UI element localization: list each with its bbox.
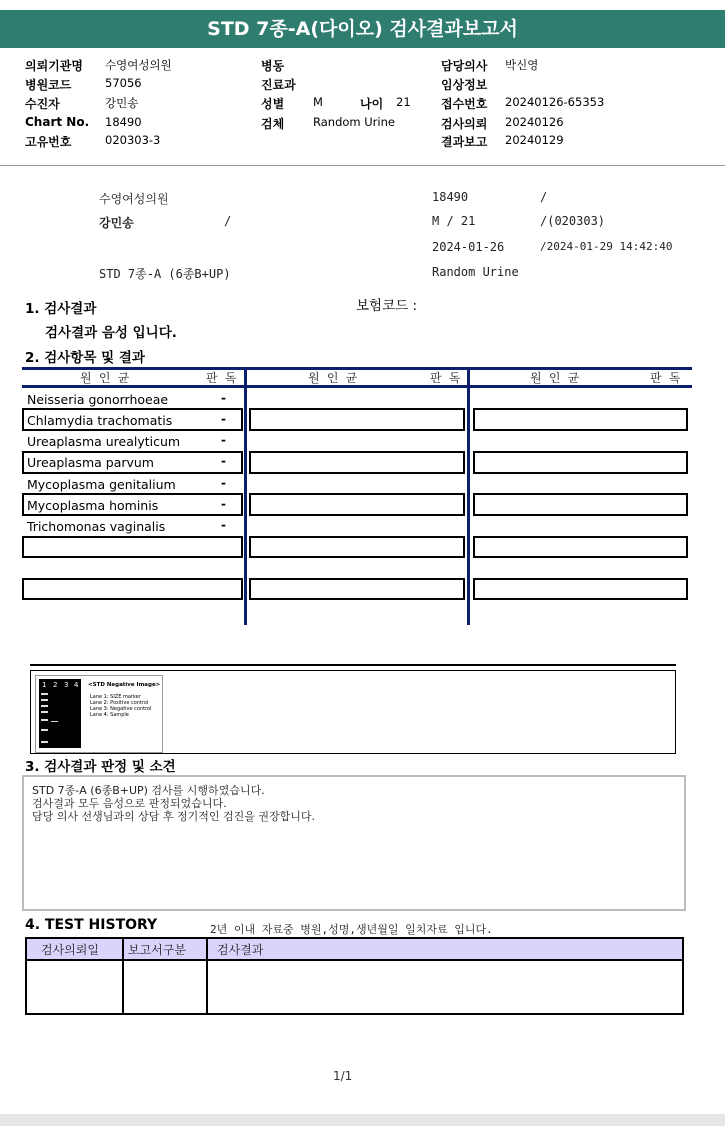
unique-no-value: 020303-3 xyxy=(105,133,161,147)
organism-name: Trichomonas vaginalis xyxy=(27,519,166,534)
request-label: 검사의뢰 xyxy=(441,117,488,131)
organism-name: Mycoplasma hominis xyxy=(27,498,159,513)
marker-band xyxy=(41,719,48,721)
empty-row-box xyxy=(473,451,688,474)
lane-number: 3 xyxy=(64,681,69,689)
patient-value: 강민송 xyxy=(105,96,139,110)
specimen-label: 검체 xyxy=(261,117,285,131)
history-col-divider xyxy=(206,939,208,1013)
empty-row-box xyxy=(473,493,688,516)
section1-title: 1. 검사결과 xyxy=(25,301,97,317)
organism-name: Ureaplasma parvum xyxy=(27,455,154,470)
summary-report-datetime: /2024-01-29 14:42:40 xyxy=(540,240,673,253)
col-organism-2: 원 인 균 xyxy=(308,371,358,385)
report-label: 결과보고 xyxy=(441,135,488,149)
summary-sex-age: M / 21 xyxy=(432,214,476,228)
empty-row-box xyxy=(249,408,465,431)
organism-result: - xyxy=(221,518,226,532)
marker-band xyxy=(41,711,48,713)
institution-value: 수영여성의원 xyxy=(105,58,172,72)
history-col-result: 검사결과 xyxy=(217,943,264,957)
section3-title: 3. 검사결과 판정 및 소견 xyxy=(25,759,176,775)
header-divider xyxy=(0,165,725,166)
gel-title: <STD Negative Image> xyxy=(88,682,161,688)
ward-label: 병동 xyxy=(261,59,285,73)
marker-band xyxy=(41,693,48,695)
summary-specimen: Random Urine xyxy=(432,265,519,279)
column-divider-1 xyxy=(244,367,247,625)
empty-row-box xyxy=(249,493,465,516)
marker-band xyxy=(41,729,48,731)
empty-row-box xyxy=(473,408,688,431)
report-value: 20240129 xyxy=(505,133,564,147)
request-value: 20240126 xyxy=(505,115,564,129)
organism-name: Chlamydia trachomatis xyxy=(27,413,173,428)
chart-value: 18490 xyxy=(105,115,142,129)
hospital-code-label: 병원코드 xyxy=(25,78,72,92)
receipt-value: 20240126-65353 xyxy=(505,95,605,109)
organism-result: - xyxy=(221,412,226,426)
chart-label: Chart No. xyxy=(25,115,90,129)
opinion-line: 검사결과 모두 음성으로 판정되었습니다. xyxy=(32,797,227,810)
summary-receipt-date: 2024-01-26 xyxy=(432,240,505,254)
history-table xyxy=(25,937,684,1015)
organism-result: - xyxy=(221,476,226,490)
empty-row-box xyxy=(249,536,465,558)
marker-band xyxy=(41,699,48,701)
gel-image-thumbnail xyxy=(35,675,163,753)
patient-label: 수진자 xyxy=(25,97,60,111)
empty-row-box xyxy=(22,536,243,558)
history-col-divider xyxy=(122,939,124,1013)
organism-name: Ureaplasma urealyticum xyxy=(27,434,181,449)
summary-clinic: 수영여성의원 xyxy=(99,192,169,206)
marker-band xyxy=(41,741,48,743)
specimen-value: Random Urine xyxy=(313,115,395,129)
sex-label: 성별 xyxy=(261,97,285,111)
receipt-label: 접수번호 xyxy=(441,97,488,111)
insurance-code-label: 보험코드 : xyxy=(356,298,418,314)
gel-legend-line: Lane 3: Negative control xyxy=(90,706,152,712)
dept-label: 진료과 xyxy=(261,78,296,92)
empty-row-box xyxy=(249,578,465,600)
history-note: 2년 이내 자료중 병원,성명,생년월일 일치자료 입니다. xyxy=(210,923,493,936)
history-col-report-type: 보고서구분 xyxy=(128,943,186,957)
opinion-line: STD 7종-A (6종B+UP) 검사를 시행하였습니다. xyxy=(32,784,265,797)
age-value: 21 xyxy=(396,95,411,109)
control-band xyxy=(51,721,58,722)
organism-result: - xyxy=(221,454,226,468)
history-col-request-date: 검사의뢰일 xyxy=(41,943,99,957)
page-bottom-bar xyxy=(0,1114,725,1126)
result-text: 검사결과 음성 입니다. xyxy=(45,325,177,341)
section4-title: 4. TEST HISTORY xyxy=(25,917,158,933)
col-judge-2: 판 독 xyxy=(430,371,461,385)
doctor-value: 박신영 xyxy=(505,58,539,72)
sex-value: M xyxy=(313,95,323,109)
marker-band xyxy=(41,705,48,707)
gel-photo xyxy=(39,679,81,748)
summary-slash: / xyxy=(540,190,548,204)
opinion-box xyxy=(22,775,686,911)
clinical-label: 임상정보 xyxy=(441,78,488,92)
gel-legend-line: Lane 1: SIZE marker xyxy=(90,694,141,700)
report-title: STD 7종-A(다이오) 검사결과보고서 xyxy=(0,10,725,48)
page-number: 1/1 xyxy=(333,1069,353,1083)
summary-test-name: STD 7종-A (6종B+UP) xyxy=(99,267,231,281)
empty-row-box xyxy=(473,536,688,558)
summary-id: /(020303) xyxy=(540,214,606,228)
empty-row-box xyxy=(22,578,243,600)
summary-slash-2: / xyxy=(224,214,232,228)
organism-name: Neisseria gonorrhoeae xyxy=(27,392,169,407)
organism-result: - xyxy=(221,497,226,511)
section2-title: 2. 검사항목 및 결과 xyxy=(25,350,145,366)
empty-row-box xyxy=(473,578,688,600)
age-label: 나이 xyxy=(360,97,384,111)
lane-number: 2 xyxy=(53,681,58,689)
col-judge-3: 판 독 xyxy=(650,371,681,385)
col-judge-1: 판 독 xyxy=(206,371,237,385)
gel-legend-line: Lane 4: Sample xyxy=(90,712,129,718)
summary-patient: 강민송 xyxy=(99,216,134,230)
lane-number: 1 xyxy=(42,681,47,689)
empty-row-box xyxy=(249,451,465,474)
organism-result: - xyxy=(221,391,226,405)
doctor-label: 담당의사 xyxy=(441,59,488,73)
col-organism-3: 원 인 균 xyxy=(530,371,580,385)
history-header-row xyxy=(27,939,682,961)
lane-number: 4 xyxy=(74,681,79,689)
organism-name: Mycoplasma genitalium xyxy=(27,477,176,492)
column-divider-2 xyxy=(467,367,470,625)
image-top-line xyxy=(30,664,676,666)
organism-result: - xyxy=(221,433,226,447)
institution-label: 의뢰기관명 xyxy=(25,59,83,73)
unique-no-label: 고유번호 xyxy=(25,135,72,149)
summary-chart-no: 18490 xyxy=(432,190,469,204)
opinion-line: 담당 의사 선생님과의 상담 후 정기적인 검진을 권장합니다. xyxy=(32,810,315,823)
gel-legend-line: Lane 2: Positive control xyxy=(90,700,149,706)
col-organism-1: 원 인 균 xyxy=(80,371,130,385)
hospital-code-value: 57056 xyxy=(105,76,142,90)
